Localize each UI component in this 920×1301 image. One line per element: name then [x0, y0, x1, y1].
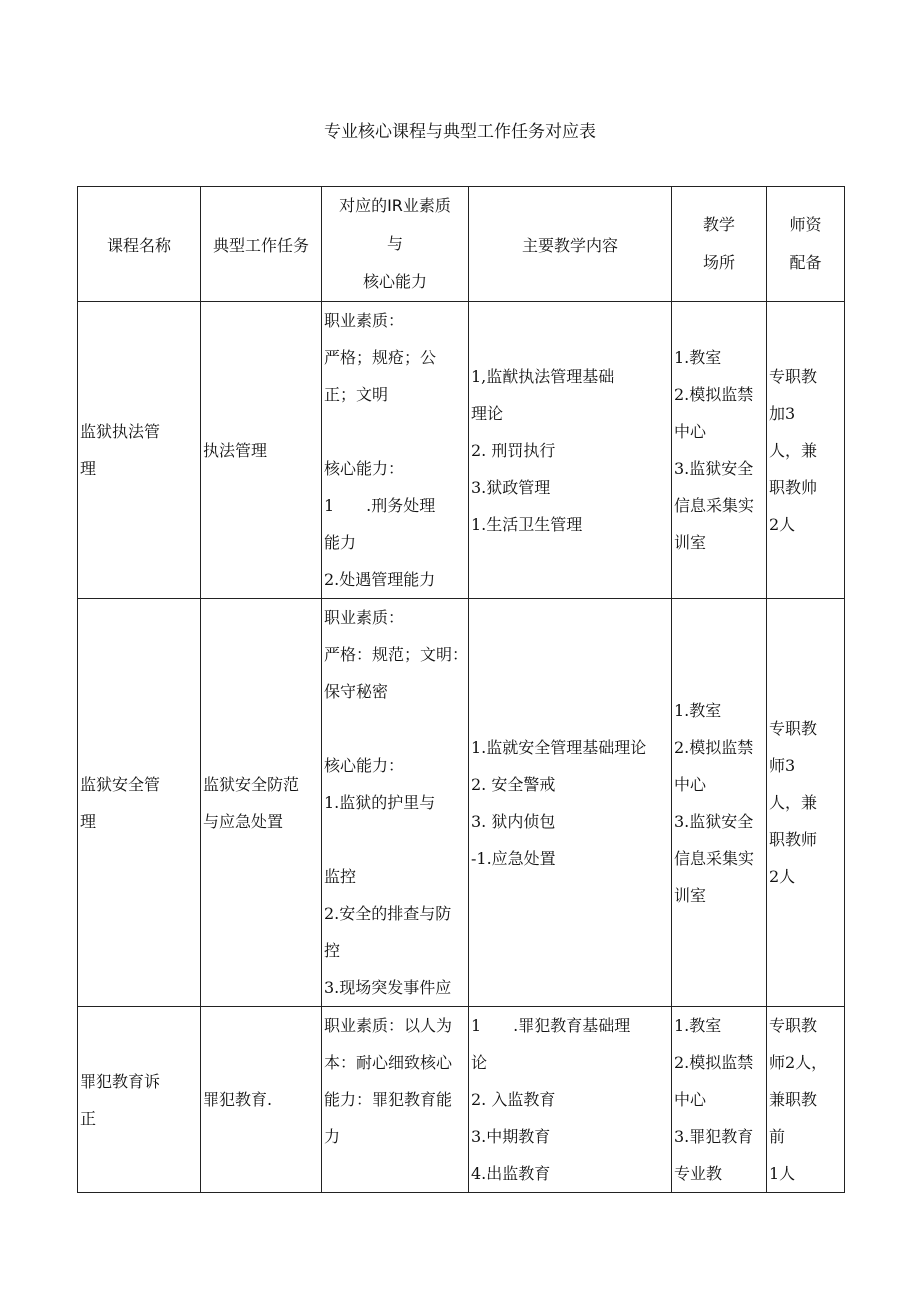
- cell-line: 能力：罪犯教育能: [324, 1090, 453, 1109]
- cell-quality-ability: [322, 302, 469, 599]
- cell-line: 信息采集实: [674, 496, 755, 515]
- cell-line: 1.生活卫生管理: [471, 514, 583, 534]
- cell-line: 3.中期教育: [471, 1127, 551, 1146]
- cell-course-name: [78, 302, 201, 599]
- cell-line: 人，兼: [769, 440, 818, 460]
- cell-line: 人，兼: [769, 793, 818, 812]
- cell-line: 3.监狱安全: [674, 459, 754, 478]
- cell-line: 专业教: [674, 1164, 723, 1183]
- cell-line: 1 .刑务处理: [324, 496, 436, 515]
- cell-line: 力: [324, 1127, 341, 1146]
- cell-line: 罪犯教育诉: [80, 1071, 161, 1091]
- cell-line: 与应急处置: [203, 811, 284, 831]
- cell-line: 2. 入监教育: [471, 1090, 556, 1109]
- cell-line: 职业素质：: [324, 608, 405, 627]
- cell-line: 2人: [769, 514, 796, 534]
- cell-line: 师2人，: [769, 1053, 828, 1072]
- cell-line: 保守秘密: [324, 682, 389, 701]
- cell-line: 职业素质：以人为: [324, 1016, 453, 1035]
- cell-line: 中心: [674, 1090, 707, 1109]
- cell-line: 2.处遇管理能力: [324, 570, 436, 589]
- cell-staffing: [767, 1007, 845, 1193]
- header-staffing: 师资 配备: [767, 187, 845, 302]
- page-title: 专业核心课程与典型工作任务对应表: [324, 122, 596, 142]
- cell-line: 职教师: [769, 830, 818, 849]
- cell-line: 职业素质：: [324, 311, 405, 330]
- cell-line: 3.监狱安全: [674, 811, 754, 831]
- cell-line: 3.狱政管理: [471, 477, 551, 497]
- cell-line: [324, 710, 466, 747]
- cell-line: 2.模拟监禁: [674, 737, 754, 757]
- cell-line: 1.监狱的护里与: [324, 793, 436, 812]
- table-row: [78, 1007, 845, 1193]
- cell-line: 兼职教: [769, 1090, 818, 1109]
- cell-line: 监狱执法管: [80, 422, 161, 441]
- cell-typical-task: [201, 302, 322, 599]
- header-teaching-place: 教学 场所: [672, 187, 767, 302]
- cell-staffing: [767, 302, 845, 599]
- cell-line: -1.应急处置: [471, 848, 556, 868]
- cell-line: 中心: [674, 774, 707, 794]
- header-quality-ability: 对应的IR业素质 与 核心能力: [322, 187, 469, 302]
- cell-line: 本：耐心细致核心: [324, 1053, 453, 1072]
- cell-line: 执法管理: [203, 440, 268, 460]
- course-task-table: [77, 186, 845, 1193]
- cell-line: 正: [80, 1108, 97, 1128]
- cell-typical-task: [201, 1007, 322, 1193]
- table-row: [78, 302, 845, 599]
- cell-line: [324, 413, 466, 450]
- cell-line: 职教帅: [769, 477, 818, 497]
- cell-line: 罪犯教育.: [203, 1090, 273, 1109]
- cell-line: 理: [80, 459, 97, 478]
- cell-teaching-content: [469, 302, 672, 599]
- cell-line: 理论: [471, 403, 504, 423]
- cell-line: 信息采集实: [674, 848, 755, 868]
- cell-teaching-content: [469, 599, 672, 1007]
- cell-course-name: [78, 1007, 201, 1193]
- header-typical-task: 典型工作任务: [201, 187, 322, 302]
- cell-line: 前: [769, 1127, 786, 1146]
- cell-line: 2.模拟监禁: [674, 385, 754, 404]
- cell-line: 正；文明: [324, 385, 389, 404]
- cell-line: 监狱安全防范: [203, 774, 300, 794]
- cell-teaching-place: [672, 599, 767, 1007]
- cell-line: 3.罪犯教育: [674, 1127, 754, 1146]
- cell-line: 能力: [324, 533, 357, 552]
- cell-line: 专职教: [769, 366, 818, 386]
- header-teaching-content: 主要教学内容: [469, 187, 672, 302]
- cell-line: 1.教室: [674, 700, 722, 720]
- cell-quality-ability: [322, 599, 469, 1007]
- cell-line: 3. 狱内侦包: [471, 811, 556, 831]
- table-header-row: [78, 187, 845, 302]
- cell-line: 控: [324, 941, 341, 960]
- header-course-name: 课程名称: [78, 187, 201, 302]
- cell-line: 监狱安全管: [80, 774, 161, 794]
- cell-line: 2. 安全警戒: [471, 774, 556, 794]
- cell-line: 训室: [674, 885, 707, 905]
- table-row: [78, 599, 845, 1007]
- cell-line: [324, 821, 466, 858]
- cell-line: 严格：规范；文明：: [324, 645, 469, 664]
- cell-line: 2. 刑罚执行: [471, 440, 556, 460]
- cell-teaching-place: [672, 1007, 767, 1193]
- cell-line: 2人: [769, 867, 796, 886]
- cell-line: 3.现场突发事件应: [324, 978, 452, 997]
- cell-line: 1,监猷执法管理基础: [471, 366, 615, 386]
- cell-line: 论: [471, 1053, 488, 1072]
- cell-quality-ability: [322, 1007, 469, 1193]
- cell-teaching-place: [672, 302, 767, 599]
- cell-line: 加3: [769, 403, 796, 423]
- cell-line: 1.教室: [674, 1016, 722, 1035]
- cell-line: 训室: [674, 533, 707, 552]
- cell-line: 中心: [674, 422, 707, 441]
- cell-line: 师3: [769, 756, 796, 775]
- cell-line: 监控: [324, 867, 357, 886]
- cell-line: 2.安全的排查与防: [324, 904, 452, 923]
- cell-course-name: [78, 599, 201, 1007]
- cell-line: 专职教: [769, 1016, 818, 1035]
- cell-typical-task: [201, 599, 322, 1007]
- cell-line: 核心能力：: [324, 459, 405, 478]
- cell-line: 1 .罪犯教育基础理: [471, 1016, 631, 1035]
- cell-staffing: [767, 599, 845, 1007]
- cell-line: 4.出监教育: [471, 1164, 551, 1183]
- cell-line: 理: [80, 811, 97, 831]
- cell-line: 核心能力：: [324, 756, 405, 775]
- cell-line: 2.模拟监禁: [674, 1053, 754, 1072]
- cell-line: 1.教室: [674, 348, 722, 367]
- cell-teaching-content: [469, 1007, 672, 1193]
- cell-line: 1.监就安全管理基础理论: [471, 737, 647, 757]
- cell-line: 1人: [769, 1164, 796, 1183]
- cell-line: 严格；规疮；公: [324, 348, 437, 367]
- cell-line: 专职教: [769, 719, 818, 738]
